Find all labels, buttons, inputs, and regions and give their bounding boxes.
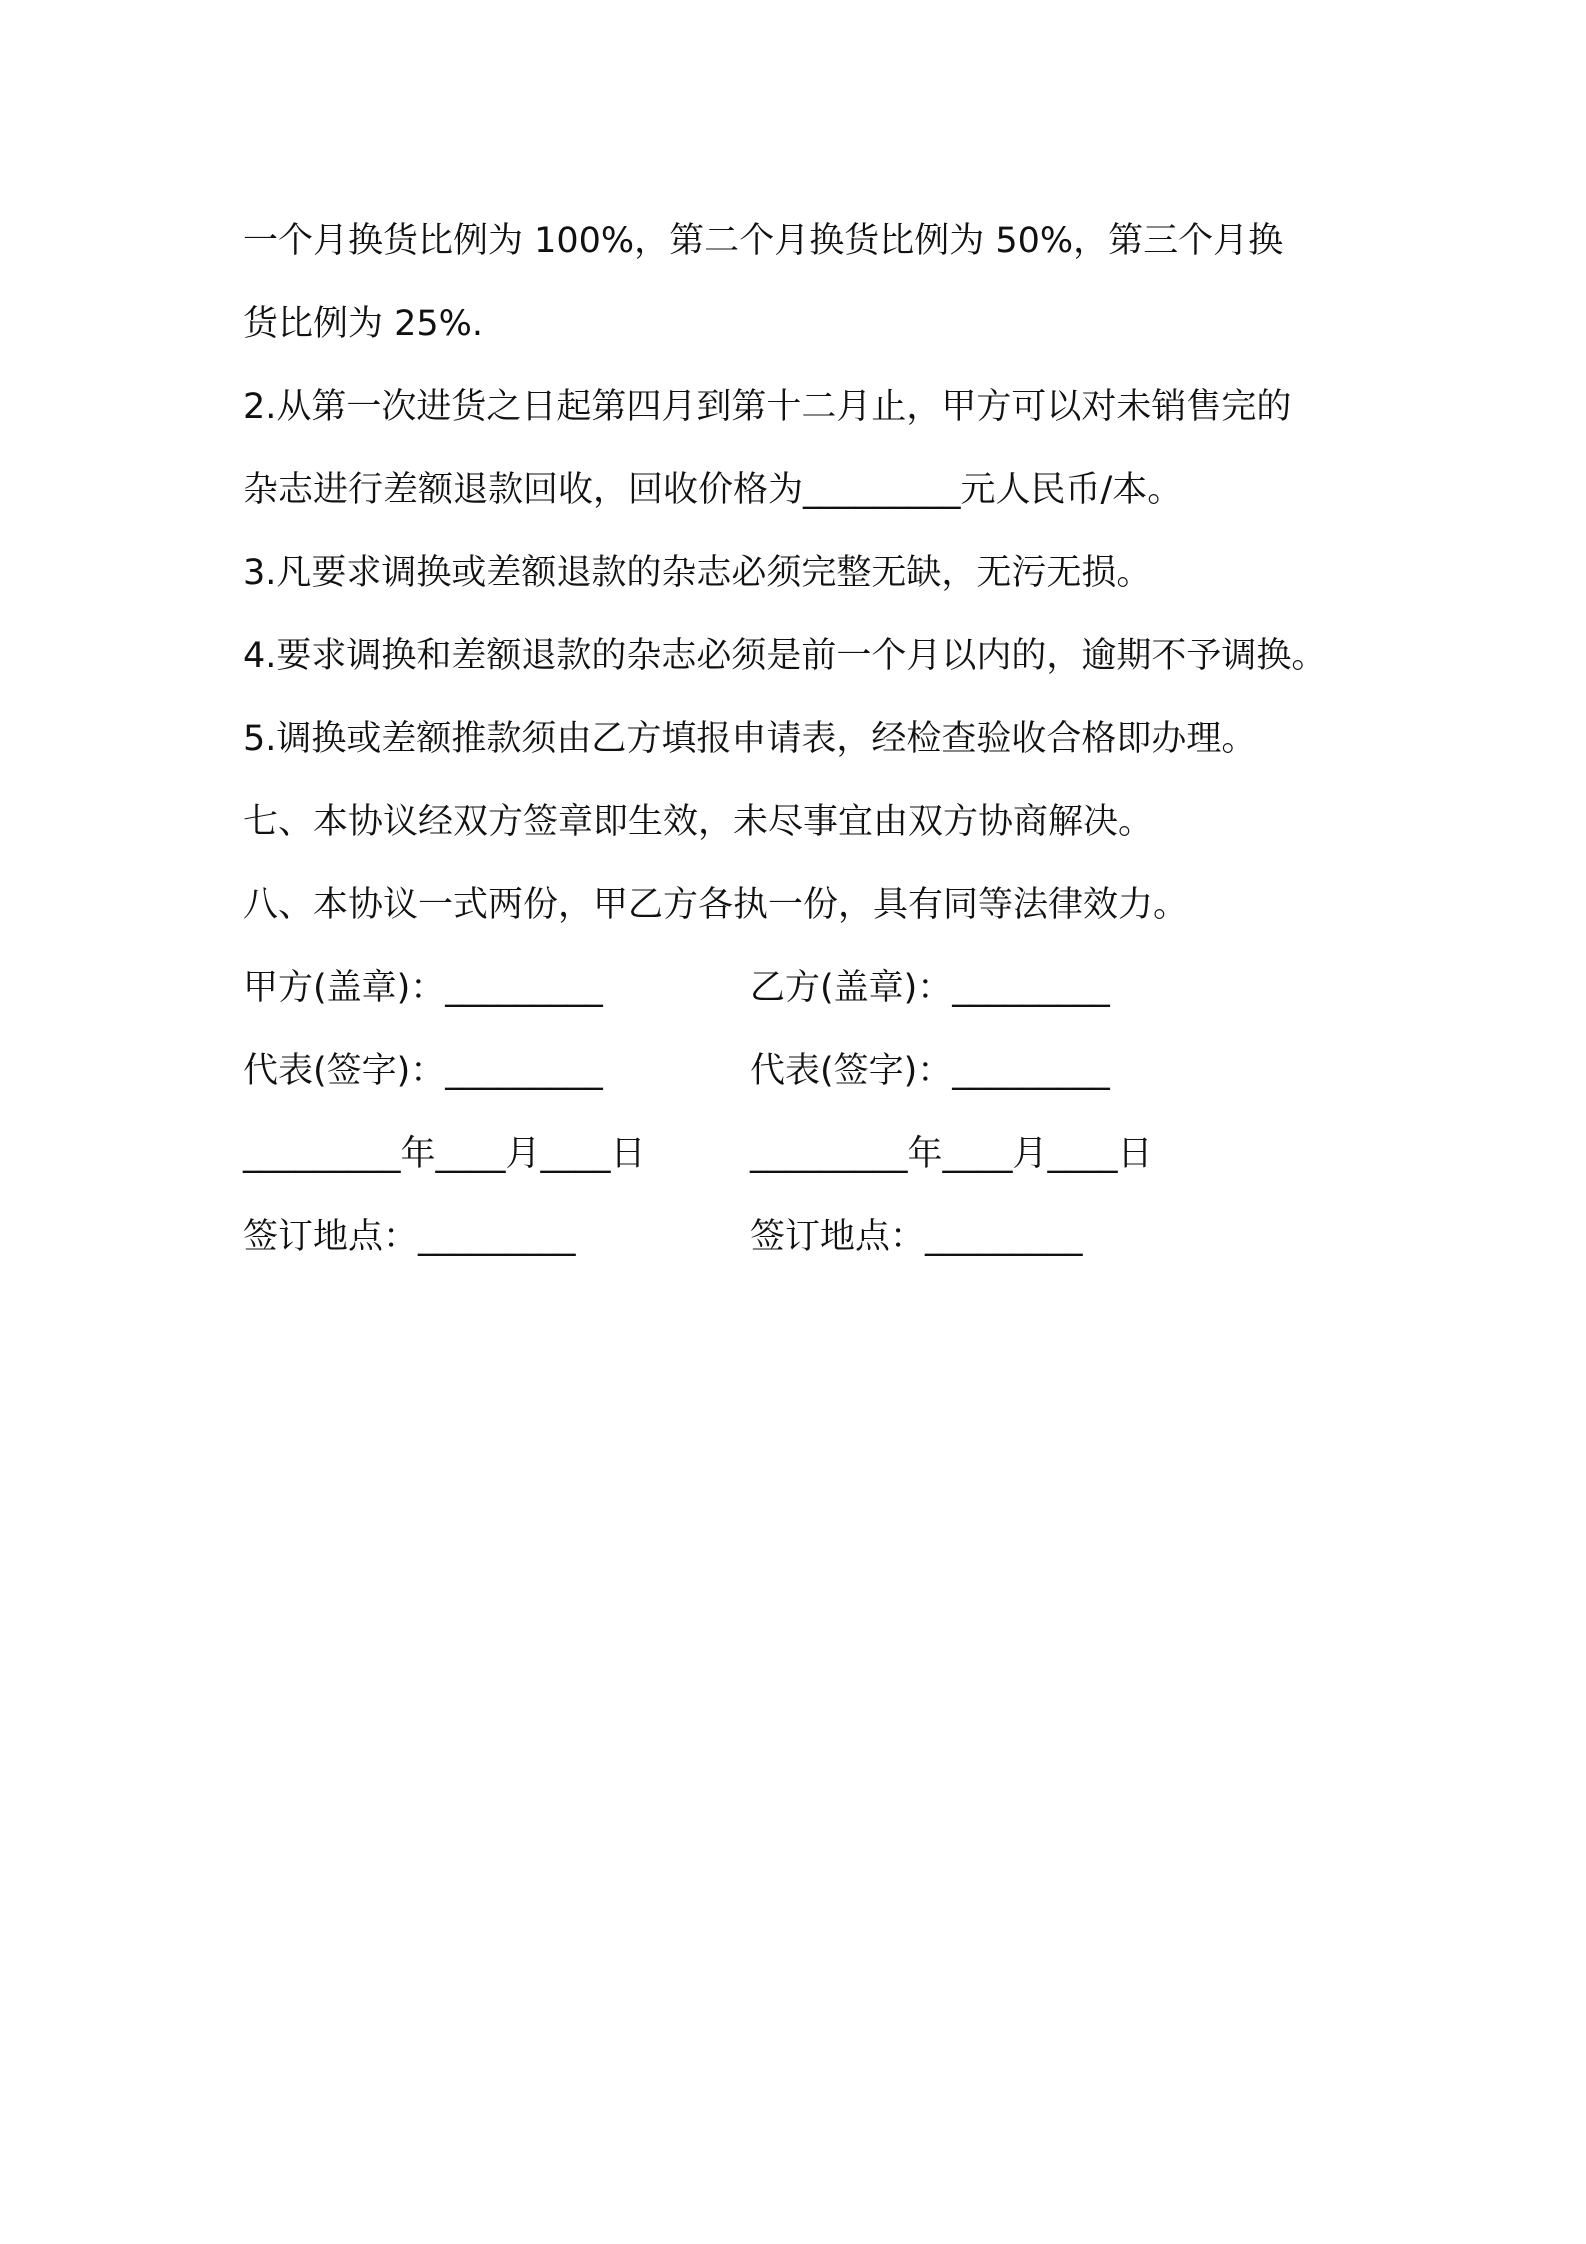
clause-seven: 七、本协议经双方签章即生效，未尽事宜由双方协商解决。 (243, 802, 1154, 842)
party-a-representative-field: 代表(签字)：_________ (243, 1051, 603, 1091)
paragraph-line: 一个月换货比例为 100%，第二个月换货比例为 50%，第三个月换 (243, 221, 1284, 261)
paragraph-line: 3.凡要求调换或差额退款的杂志必须完整无缺，无污无损。 (243, 553, 1152, 593)
party-b-representative-field: 代表(签字)：_________ (750, 1051, 1110, 1091)
paragraph-line: 杂志进行差额退款回收，回收价格为_________元人民币/本。 (243, 470, 1183, 510)
party-b-seal-field: 乙方(盖章)：_________ (750, 968, 1110, 1008)
document-body (243, 200, 1393, 1279)
signature-row-representative (243, 1030, 1393, 1113)
signature-row-date (243, 1113, 1393, 1196)
signature-row-seal (243, 947, 1393, 1030)
party-b-date-field: _________年____月____日 (750, 1134, 1153, 1174)
paragraph-line: 5.调换或差额推款须由乙方填报申请表，经检查验收合格即办理。 (243, 719, 1257, 759)
clause-eight: 八、本协议一式两份，甲乙方各执一份，具有同等法律效力。 (243, 885, 1189, 925)
paragraph-line: 4.要求调换和差额退款的杂志必须是前一个月以内的，逾期不予调换。 (243, 636, 1327, 676)
party-a-seal-field: 甲方(盖章)：_________ (243, 968, 603, 1008)
party-a-location-field: 签订地点：_________ (243, 1217, 576, 1257)
party-a-date-field: _________年____月____日 (243, 1134, 646, 1174)
party-b-location-field: 签订地点：_________ (750, 1217, 1083, 1257)
paragraph-line: 货比例为 25%. (243, 304, 484, 344)
paragraph-line: 2.从第一次进货之日起第四月到第十二月止，甲方可以对未销售完的 (243, 387, 1292, 427)
signature-row-location (243, 1196, 1393, 1279)
